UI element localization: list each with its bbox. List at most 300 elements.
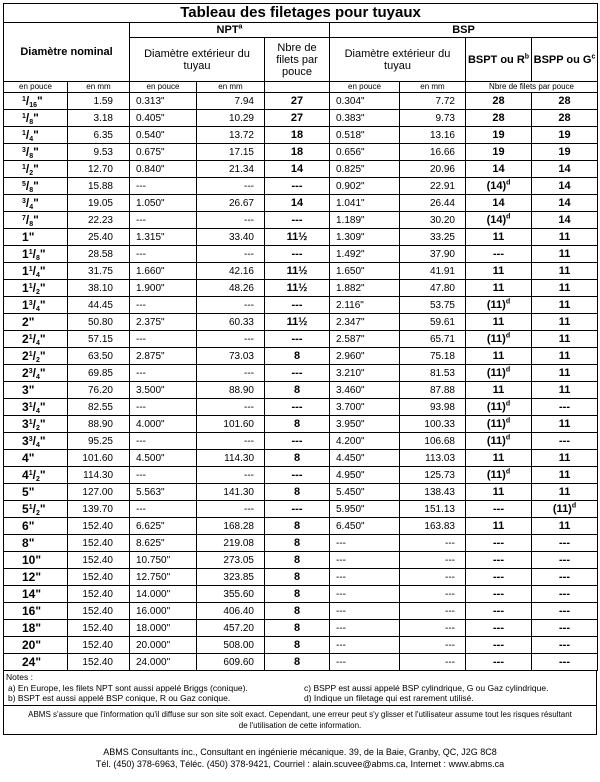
bsp-od-mm: --- [400, 603, 466, 620]
npt-tpi: 11½ [265, 280, 330, 297]
bspt-tpi: --- [466, 569, 532, 586]
nominal-mm: 12.70 [68, 161, 130, 178]
nominal-size: $^1/_{16}$" [4, 93, 68, 110]
table-row [4, 637, 598, 654]
bsp-od-mm: --- [400, 637, 466, 654]
bsp-od-inch: 0.304" [330, 93, 400, 110]
npt-od-inch: 12.750" [130, 569, 197, 586]
bspt-tpi: --- [466, 620, 532, 637]
npt-tpi: 18 [265, 127, 330, 144]
nominal-mm: 1.59 [68, 93, 130, 110]
bspt-tpi: 11 [466, 280, 532, 297]
bsp-od-inch: --- [330, 603, 400, 620]
disclaimer: ABMS s'assure que l'information qu'il diffuse sur son site soit exact. Cependant, une erreur peut s'y glisser et l'utilisateur assume tout les risques résultant de l'utilisation de cette information. [4, 705, 596, 734]
bspp-tpi: 11 [532, 280, 598, 297]
bspp-tpi: 11 [532, 518, 598, 535]
bsp-od-inch: --- [330, 552, 400, 569]
bsp-od-mm: 151.13 [400, 501, 466, 518]
nominal-size: 3" [4, 382, 68, 399]
note-c: c) BSPP est aussi appelé BSP cylindrique, G ou Gaz cylindrique. [304, 683, 549, 693]
table-row [4, 535, 598, 552]
table-row [4, 518, 598, 535]
bspp-tpi: 28 [532, 110, 598, 127]
bspp-tpi: 11 [532, 348, 598, 365]
bsp-od-inch: 3.210" [330, 365, 400, 382]
nominal-mm: 152.40 [68, 637, 130, 654]
npt-od-mm: 114.30 [197, 450, 265, 467]
bspt-tpi: --- [466, 535, 532, 552]
table-row [4, 314, 598, 331]
bsp-od-mm: 22.91 [400, 178, 466, 195]
table-row [4, 450, 598, 467]
bspt-tpi: 11 [466, 518, 532, 535]
npt-od-mm: 7.94 [197, 93, 265, 110]
npt-od-mm: --- [197, 399, 265, 416]
nominal-mm: 139.70 [68, 501, 130, 518]
nominal-mm: 38.10 [68, 280, 130, 297]
bspp-tpi: --- [532, 637, 598, 654]
npt-od-inch: --- [130, 399, 197, 416]
npt-tpi: --- [265, 365, 330, 382]
unit-inch: en pouce [4, 82, 68, 93]
npt-od-mm: --- [197, 365, 265, 382]
bsp-od-inch: --- [330, 569, 400, 586]
bsp-od-inch: --- [330, 535, 400, 552]
nominal-size: 8" [4, 535, 68, 552]
bspp-tpi: --- [532, 586, 598, 603]
bsp-od-mm: 47.80 [400, 280, 466, 297]
bspt-tpi: $(14)^d$ [466, 212, 532, 229]
bsp-od-inch: 1.492" [330, 246, 400, 263]
npt-od-inch: --- [130, 331, 197, 348]
npt-tpi: 11½ [265, 314, 330, 331]
nominal-mm: 6.35 [68, 127, 130, 144]
npt-od-inch: 0.540" [130, 127, 197, 144]
npt-tpi: --- [265, 331, 330, 348]
nominal-size: 4" [4, 450, 68, 467]
thread-table [3, 3, 598, 671]
bsp-od-inch: 4.950" [330, 467, 400, 484]
table-row [4, 297, 598, 314]
table-row [4, 586, 598, 603]
nominal-size: $5^1/_2$" [4, 501, 68, 518]
npt-od-mm: --- [197, 331, 265, 348]
note-d: d) Indique un filetage qui est rarement utilisé. [304, 693, 474, 703]
table-row [4, 331, 598, 348]
table-row [4, 399, 598, 416]
table-row [4, 161, 598, 178]
bsp-od-inch: --- [330, 620, 400, 637]
npt-tpi: --- [265, 297, 330, 314]
bsp-od-mm: 106.68 [400, 433, 466, 450]
note-a: a) En Europe, les filets NPT sont aussi appelé Briggs (conique). [8, 683, 248, 693]
bspp-tpi: --- [532, 654, 598, 671]
npt-od-inch: --- [130, 246, 197, 263]
bsp-od-mm: 7.72 [400, 93, 466, 110]
nominal-size: 10" [4, 552, 68, 569]
table-row [4, 416, 598, 433]
table-row [4, 246, 598, 263]
bspp-tpi: 11 [532, 246, 598, 263]
nominal-mm: 63.50 [68, 348, 130, 365]
table-row [4, 178, 598, 195]
bspp-tpi: --- [532, 399, 598, 416]
nominal-size: $3^1/_4$" [4, 399, 68, 416]
footer-contact: Tél. (450) 378-6963, Téléc. (450) 378-9421, Courriel : alain.scuvee@abms.ca, Internet : www.abms.ca [95, 759, 505, 769]
nominal-size: $1^1/_4$" [4, 263, 68, 280]
nominal-mm: 19.05 [68, 195, 130, 212]
npt-od-mm: 355.60 [197, 586, 265, 603]
bsp-od-mm: 81.53 [400, 365, 466, 382]
npt-tpi: 8 [265, 535, 330, 552]
table-row [4, 501, 598, 518]
npt-od-inch: 18.000" [130, 620, 197, 637]
nominal-mm: 76.20 [68, 382, 130, 399]
table-row [4, 144, 598, 161]
npt-od-mm: 33.40 [197, 229, 265, 246]
nominal-mm: 57.15 [68, 331, 130, 348]
bsp-od-mm: 59.61 [400, 314, 466, 331]
bspp-tpi: 11 [532, 229, 598, 246]
bspp-tpi: 11 [532, 484, 598, 501]
nominal-mm: 82.55 [68, 399, 130, 416]
npt-tpi: 11½ [265, 263, 330, 280]
bspt-tpi: 11 [466, 382, 532, 399]
npt-od-mm: 48.26 [197, 280, 265, 297]
bsp-tpi-header: Nbre de filets par pouce [466, 82, 598, 93]
nominal-size: 20" [4, 637, 68, 654]
npt-od-inch: 2.375" [130, 314, 197, 331]
bsp-od-inch: 1.309" [330, 229, 400, 246]
npt-od-inch: 5.563" [130, 484, 197, 501]
bspp-tpi: --- [532, 535, 598, 552]
bspp-tpi: --- [532, 433, 598, 450]
nominal-size: $1^1/_8$" [4, 246, 68, 263]
bsp-od-mm: 26.44 [400, 195, 466, 212]
bspt-tpi: 19 [466, 127, 532, 144]
nominal-size: $1^3/_4$" [4, 297, 68, 314]
table-row [4, 569, 598, 586]
nominal-mm: 15.88 [68, 178, 130, 195]
npt-od-inch: --- [130, 501, 197, 518]
bspp-tpi: 11 [532, 416, 598, 433]
nominal-mm: 44.45 [68, 297, 130, 314]
bsp-od-inch: 1.650" [330, 263, 400, 280]
npt-od-inch: 0.313" [130, 93, 197, 110]
nominal-size: $2^1/_4$" [4, 331, 68, 348]
npt-od-mm: 42.16 [197, 263, 265, 280]
npt-od-mm: --- [197, 178, 265, 195]
bspp-tpi: 11 [532, 365, 598, 382]
npt-od-inch: --- [130, 297, 197, 314]
bsp-od-mm: 13.16 [400, 127, 466, 144]
nominal-mm: 152.40 [68, 518, 130, 535]
bsp-od-inch: 5.450" [330, 484, 400, 501]
bspt-tpi: 11 [466, 348, 532, 365]
nominal-size: $^1/_4$" [4, 127, 68, 144]
unit-mm: en mm [68, 82, 130, 93]
bspt-tpi: 11 [466, 484, 532, 501]
bspt-tpi: --- [466, 552, 532, 569]
bsp-od-mm: 113.03 [400, 450, 466, 467]
npt-tpi-header: Nbre de filets par pouce [265, 38, 330, 82]
bspt-tpi: 11 [466, 229, 532, 246]
bspt-tpi: $(11)^d$ [466, 416, 532, 433]
npt-tpi: 8 [265, 654, 330, 671]
note-b: b) BSPT est aussi appelé BSP conique, R ou Gaz conique. [8, 693, 231, 703]
unit-mm: en mm [400, 82, 466, 93]
bspt-tpi: --- [466, 501, 532, 518]
npt-od-inch: 16.000" [130, 603, 197, 620]
bsp-od-mm: --- [400, 654, 466, 671]
npt-od-inch: 4.000" [130, 416, 197, 433]
nominal-mm: 152.40 [68, 535, 130, 552]
npt-od-inch: 3.500" [130, 382, 197, 399]
bsp-od-inch: --- [330, 637, 400, 654]
npt-header: NPT$^a$ [130, 23, 330, 38]
bspt-tpi: $(11)^d$ [466, 433, 532, 450]
nominal-header: Diamètre nominal [4, 23, 130, 82]
bsp-od-mm: 125.73 [400, 467, 466, 484]
nominal-mm: 31.75 [68, 263, 130, 280]
npt-od-mm: 141.30 [197, 484, 265, 501]
bsp-od-mm: --- [400, 620, 466, 637]
npt-od-inch: 4.500" [130, 450, 197, 467]
bspp-tpi: 11 [532, 467, 598, 484]
bsp-od-inch: 0.383" [330, 110, 400, 127]
npt-od-mm: 219.08 [197, 535, 265, 552]
bspt-tpi: $(11)^d$ [466, 297, 532, 314]
npt-od-mm: --- [197, 297, 265, 314]
npt-od-mm: 88.90 [197, 382, 265, 399]
bsp-od-mm: 93.98 [400, 399, 466, 416]
nominal-size: $^5/_8$" [4, 178, 68, 195]
bspt-tpi: --- [466, 654, 532, 671]
nominal-mm: 152.40 [68, 654, 130, 671]
nominal-size: 5" [4, 484, 68, 501]
npt-tpi: --- [265, 501, 330, 518]
bsp-od-inch: 4.200" [330, 433, 400, 450]
table-row [4, 654, 598, 671]
bsp-od-mm: --- [400, 569, 466, 586]
bspp-tpi: 14 [532, 161, 598, 178]
npt-od-inch: 0.675" [130, 144, 197, 161]
bsp-od-mm: 30.20 [400, 212, 466, 229]
bsp-od-inch: 1.189" [330, 212, 400, 229]
bspt-tpi: 14 [466, 161, 532, 178]
bsp-od-inch: --- [330, 586, 400, 603]
nominal-mm: 152.40 [68, 620, 130, 637]
npt-tpi: 8 [265, 569, 330, 586]
bsp-od-inch: 4.450" [330, 450, 400, 467]
npt-tpi: 8 [265, 586, 330, 603]
bsp-od-inch: 5.950" [330, 501, 400, 518]
npt-od-inch: 10.750" [130, 552, 197, 569]
bsp-od-inch: 3.460" [330, 382, 400, 399]
bsp-od-inch: 2.960" [330, 348, 400, 365]
bspp-tpi: --- [532, 620, 598, 637]
unit-mm: en mm [197, 82, 265, 93]
bspt-tpi: $(14)^d$ [466, 178, 532, 195]
bspp-tpi: 11 [532, 314, 598, 331]
bspt-tpi: $(11)^d$ [466, 399, 532, 416]
table-row [4, 212, 598, 229]
npt-tpi: 8 [265, 637, 330, 654]
nominal-size: 12" [4, 569, 68, 586]
bspp-tpi: 11 [532, 263, 598, 280]
table-row [4, 127, 598, 144]
npt-od-mm: --- [197, 246, 265, 263]
nominal-size: $1^1/_2$" [4, 280, 68, 297]
npt-tpi: 8 [265, 450, 330, 467]
nominal-size: $4^1/_2$" [4, 467, 68, 484]
bsp-od-mm: --- [400, 535, 466, 552]
npt-tpi: --- [265, 399, 330, 416]
nominal-mm: 127.00 [68, 484, 130, 501]
nominal-mm: 95.25 [68, 433, 130, 450]
bspt-tpi: 11 [466, 314, 532, 331]
table-row [4, 348, 598, 365]
bsp-od-inch: 1.882" [330, 280, 400, 297]
bsp-od-inch: 0.825" [330, 161, 400, 178]
npt-od-mm: 406.40 [197, 603, 265, 620]
bsp-od-mm: --- [400, 586, 466, 603]
bspp-tpi: 11 [532, 297, 598, 314]
bsp-od-inch: 0.902" [330, 178, 400, 195]
npt-od-inch: 2.875" [130, 348, 197, 365]
table-row [4, 552, 598, 569]
npt-od-inch: 1.050" [130, 195, 197, 212]
table-row [4, 229, 598, 246]
nominal-size: 2" [4, 314, 68, 331]
bsp-od-header: Diamètre extérieur du tuyau [330, 38, 466, 82]
bsp-od-mm: 65.71 [400, 331, 466, 348]
bsp-od-inch: 1.041" [330, 195, 400, 212]
bspt-tpi: 19 [466, 144, 532, 161]
nominal-mm: 101.60 [68, 450, 130, 467]
table-row [4, 280, 598, 297]
table-row [4, 365, 598, 382]
npt-od-mm: 101.60 [197, 416, 265, 433]
npt-od-mm: 26.67 [197, 195, 265, 212]
nominal-size: $^3/_8$" [4, 144, 68, 161]
npt-od-inch: --- [130, 433, 197, 450]
bspp-tpi: 14 [532, 195, 598, 212]
nominal-mm: 9.53 [68, 144, 130, 161]
bsp-od-mm: --- [400, 552, 466, 569]
npt-tpi: 27 [265, 93, 330, 110]
bspt-tpi: --- [466, 586, 532, 603]
bsp-od-mm: 41.91 [400, 263, 466, 280]
table-row [4, 263, 598, 280]
npt-od-header: Diamètre extérieur du tuyau [130, 38, 265, 82]
bsp-od-mm: 75.18 [400, 348, 466, 365]
bsp-od-inch: 3.950" [330, 416, 400, 433]
npt-od-inch: 24.000" [130, 654, 197, 671]
bspt-tpi: --- [466, 637, 532, 654]
npt-tpi: --- [265, 467, 330, 484]
bsp-od-inch: 0.656" [330, 144, 400, 161]
npt-tpi: 18 [265, 144, 330, 161]
npt-od-mm: 21.34 [197, 161, 265, 178]
npt-od-mm: 10.29 [197, 110, 265, 127]
npt-od-mm: 609.60 [197, 654, 265, 671]
npt-od-mm: 273.05 [197, 552, 265, 569]
bspp-tpi: 11 [532, 382, 598, 399]
nominal-size: $2^1/_2$" [4, 348, 68, 365]
bspt-tpi: 28 [466, 93, 532, 110]
notes-label: Notes : [6, 672, 33, 682]
nominal-mm: 152.40 [68, 569, 130, 586]
bspt-tpi: $(11)^d$ [466, 331, 532, 348]
nominal-mm: 28.58 [68, 246, 130, 263]
bspp-tpi: 19 [532, 144, 598, 161]
nominal-size: $^3/_4$" [4, 195, 68, 212]
nominal-size: $3^1/_2$" [4, 416, 68, 433]
bsp-od-inch: 3.700" [330, 399, 400, 416]
nominal-size: $3^3/_4$" [4, 433, 68, 450]
nominal-size: 6" [4, 518, 68, 535]
npt-od-mm: 17.15 [197, 144, 265, 161]
bspt-tpi: $(11)^d$ [466, 365, 532, 382]
table-row [4, 195, 598, 212]
nominal-size: $2^3/_4$" [4, 365, 68, 382]
npt-tpi: --- [265, 433, 330, 450]
nominal-size: 14" [4, 586, 68, 603]
nominal-mm: 69.85 [68, 365, 130, 382]
footer [3, 746, 597, 770]
npt-od-mm: 323.85 [197, 569, 265, 586]
npt-tpi: 27 [265, 110, 330, 127]
bsp-od-mm: 33.25 [400, 229, 466, 246]
notes-box [3, 671, 597, 735]
npt-tpi: 14 [265, 161, 330, 178]
npt-tpi: 8 [265, 416, 330, 433]
bsp-header: BSP [330, 23, 598, 38]
table-row [4, 93, 598, 110]
bsp-od-mm: 20.96 [400, 161, 466, 178]
nominal-size: 18" [4, 620, 68, 637]
npt-od-inch: --- [130, 365, 197, 382]
npt-od-inch: 0.840" [130, 161, 197, 178]
npt-tpi: 14 [265, 195, 330, 212]
npt-od-inch: --- [130, 212, 197, 229]
npt-tpi: 8 [265, 348, 330, 365]
npt-od-inch: 14.000" [130, 586, 197, 603]
npt-tpi: 8 [265, 552, 330, 569]
bsp-od-mm: 87.88 [400, 382, 466, 399]
nominal-mm: 152.40 [68, 552, 130, 569]
bspp-header: BSPP ou $G^c$ [532, 38, 598, 82]
bspp-tpi: 14 [532, 212, 598, 229]
npt-od-inch: 1.900" [130, 280, 197, 297]
bspt-tpi: 28 [466, 110, 532, 127]
bsp-od-mm: 53.75 [400, 297, 466, 314]
npt-od-mm: --- [197, 467, 265, 484]
bsp-od-mm: 100.33 [400, 416, 466, 433]
bspp-tpi: --- [532, 569, 598, 586]
bspt-tpi: 11 [466, 450, 532, 467]
bsp-od-inch: 6.450" [330, 518, 400, 535]
bspp-tpi: 28 [532, 93, 598, 110]
bsp-od-inch: 2.347" [330, 314, 400, 331]
bspt-tpi: --- [466, 603, 532, 620]
nominal-mm: 114.30 [68, 467, 130, 484]
bspp-tpi: $(11)^d$ [532, 501, 598, 518]
bspp-tpi: --- [532, 603, 598, 620]
table-row [4, 484, 598, 501]
bsp-od-mm: 9.73 [400, 110, 466, 127]
